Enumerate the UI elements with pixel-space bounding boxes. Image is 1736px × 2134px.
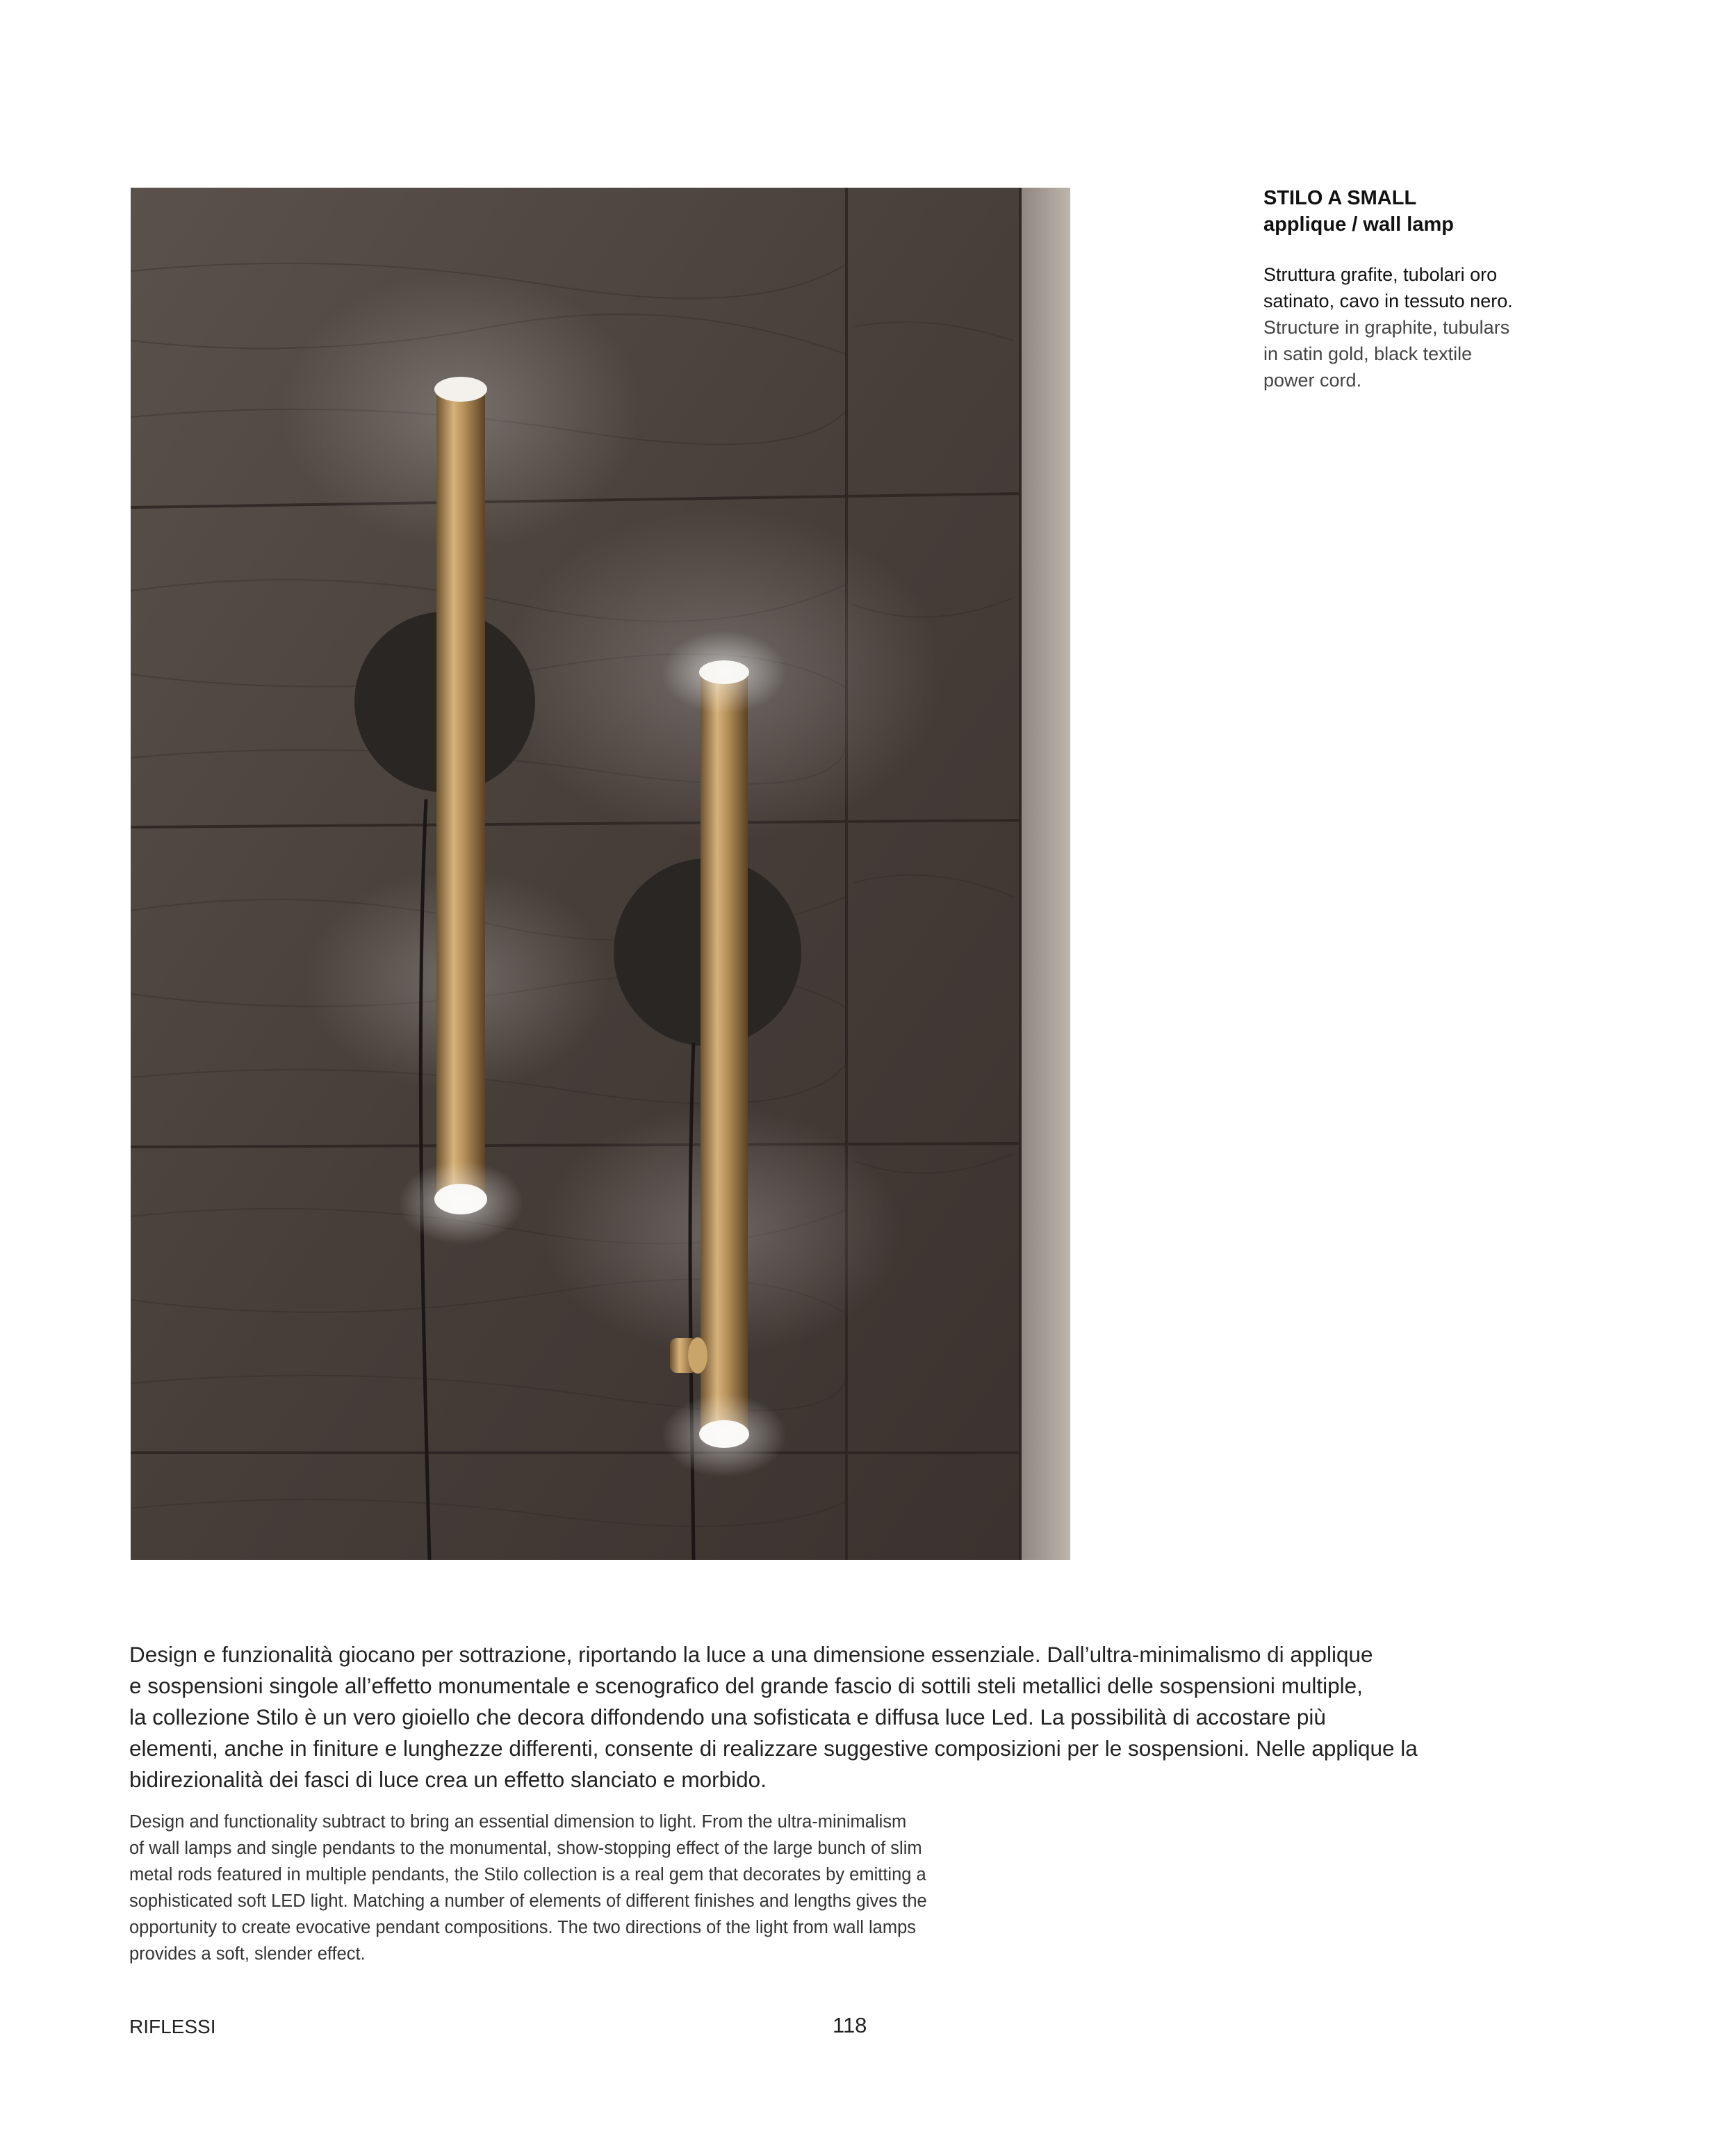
- product-name: STILO A SMALL: [1263, 187, 1417, 209]
- product-photo: [131, 188, 1070, 1560]
- description-english: Design and functionality subtract to bring an essential dimension to light. From the ultra-minimalism of wall lamps and single pendants to the monumental, show-stopping effect of the large bunch of slim metal rods featured in multiple pendants, the Stilo collection is a real gem that decorates by emitting a sophisticated soft LED light. Matching a number of elements of different finishes and lengths gives the opportunity to create evocative pendant compositions. The two directions of the light from wall lamps provides a soft, slender effect.: [129, 1812, 927, 1964]
- page-number: 118: [833, 2013, 867, 2037]
- footer-brand: RIFLESSI: [129, 2016, 216, 2037]
- product-info: [1263, 185, 1653, 393]
- product-spec-english: Structure in graphite, tubulars in satin gold, black textile power cord.: [1263, 317, 1510, 391]
- product-spec-italian: Struttura grafite, tubolari oro satinato, cavo in tessuto nero.: [1263, 264, 1513, 311]
- product-type: applique / wall lamp: [1263, 213, 1454, 236]
- description-italian: Design e funzionalità giocano per sottrazione, riportando la luce a una dimensione essenziale. Dall’ultra-minimalismo di applique e sospensioni singole all’effetto monumentale e scenografico del grande fascio di sottili steli metallici delle sospensioni multiple, la collezione Stilo è un vero gioiello che decora diffondendo una sofisticata e diffusa luce Led. La possibilità di accostare più elementi, anche in finiture e lunghezze differenti, consente di realizzare suggestive composizioni per le sospensioni. Nelle applique la bidirezionalità dei fasci di luce crea un effetto slanciato e morbido.: [129, 1642, 1418, 1792]
